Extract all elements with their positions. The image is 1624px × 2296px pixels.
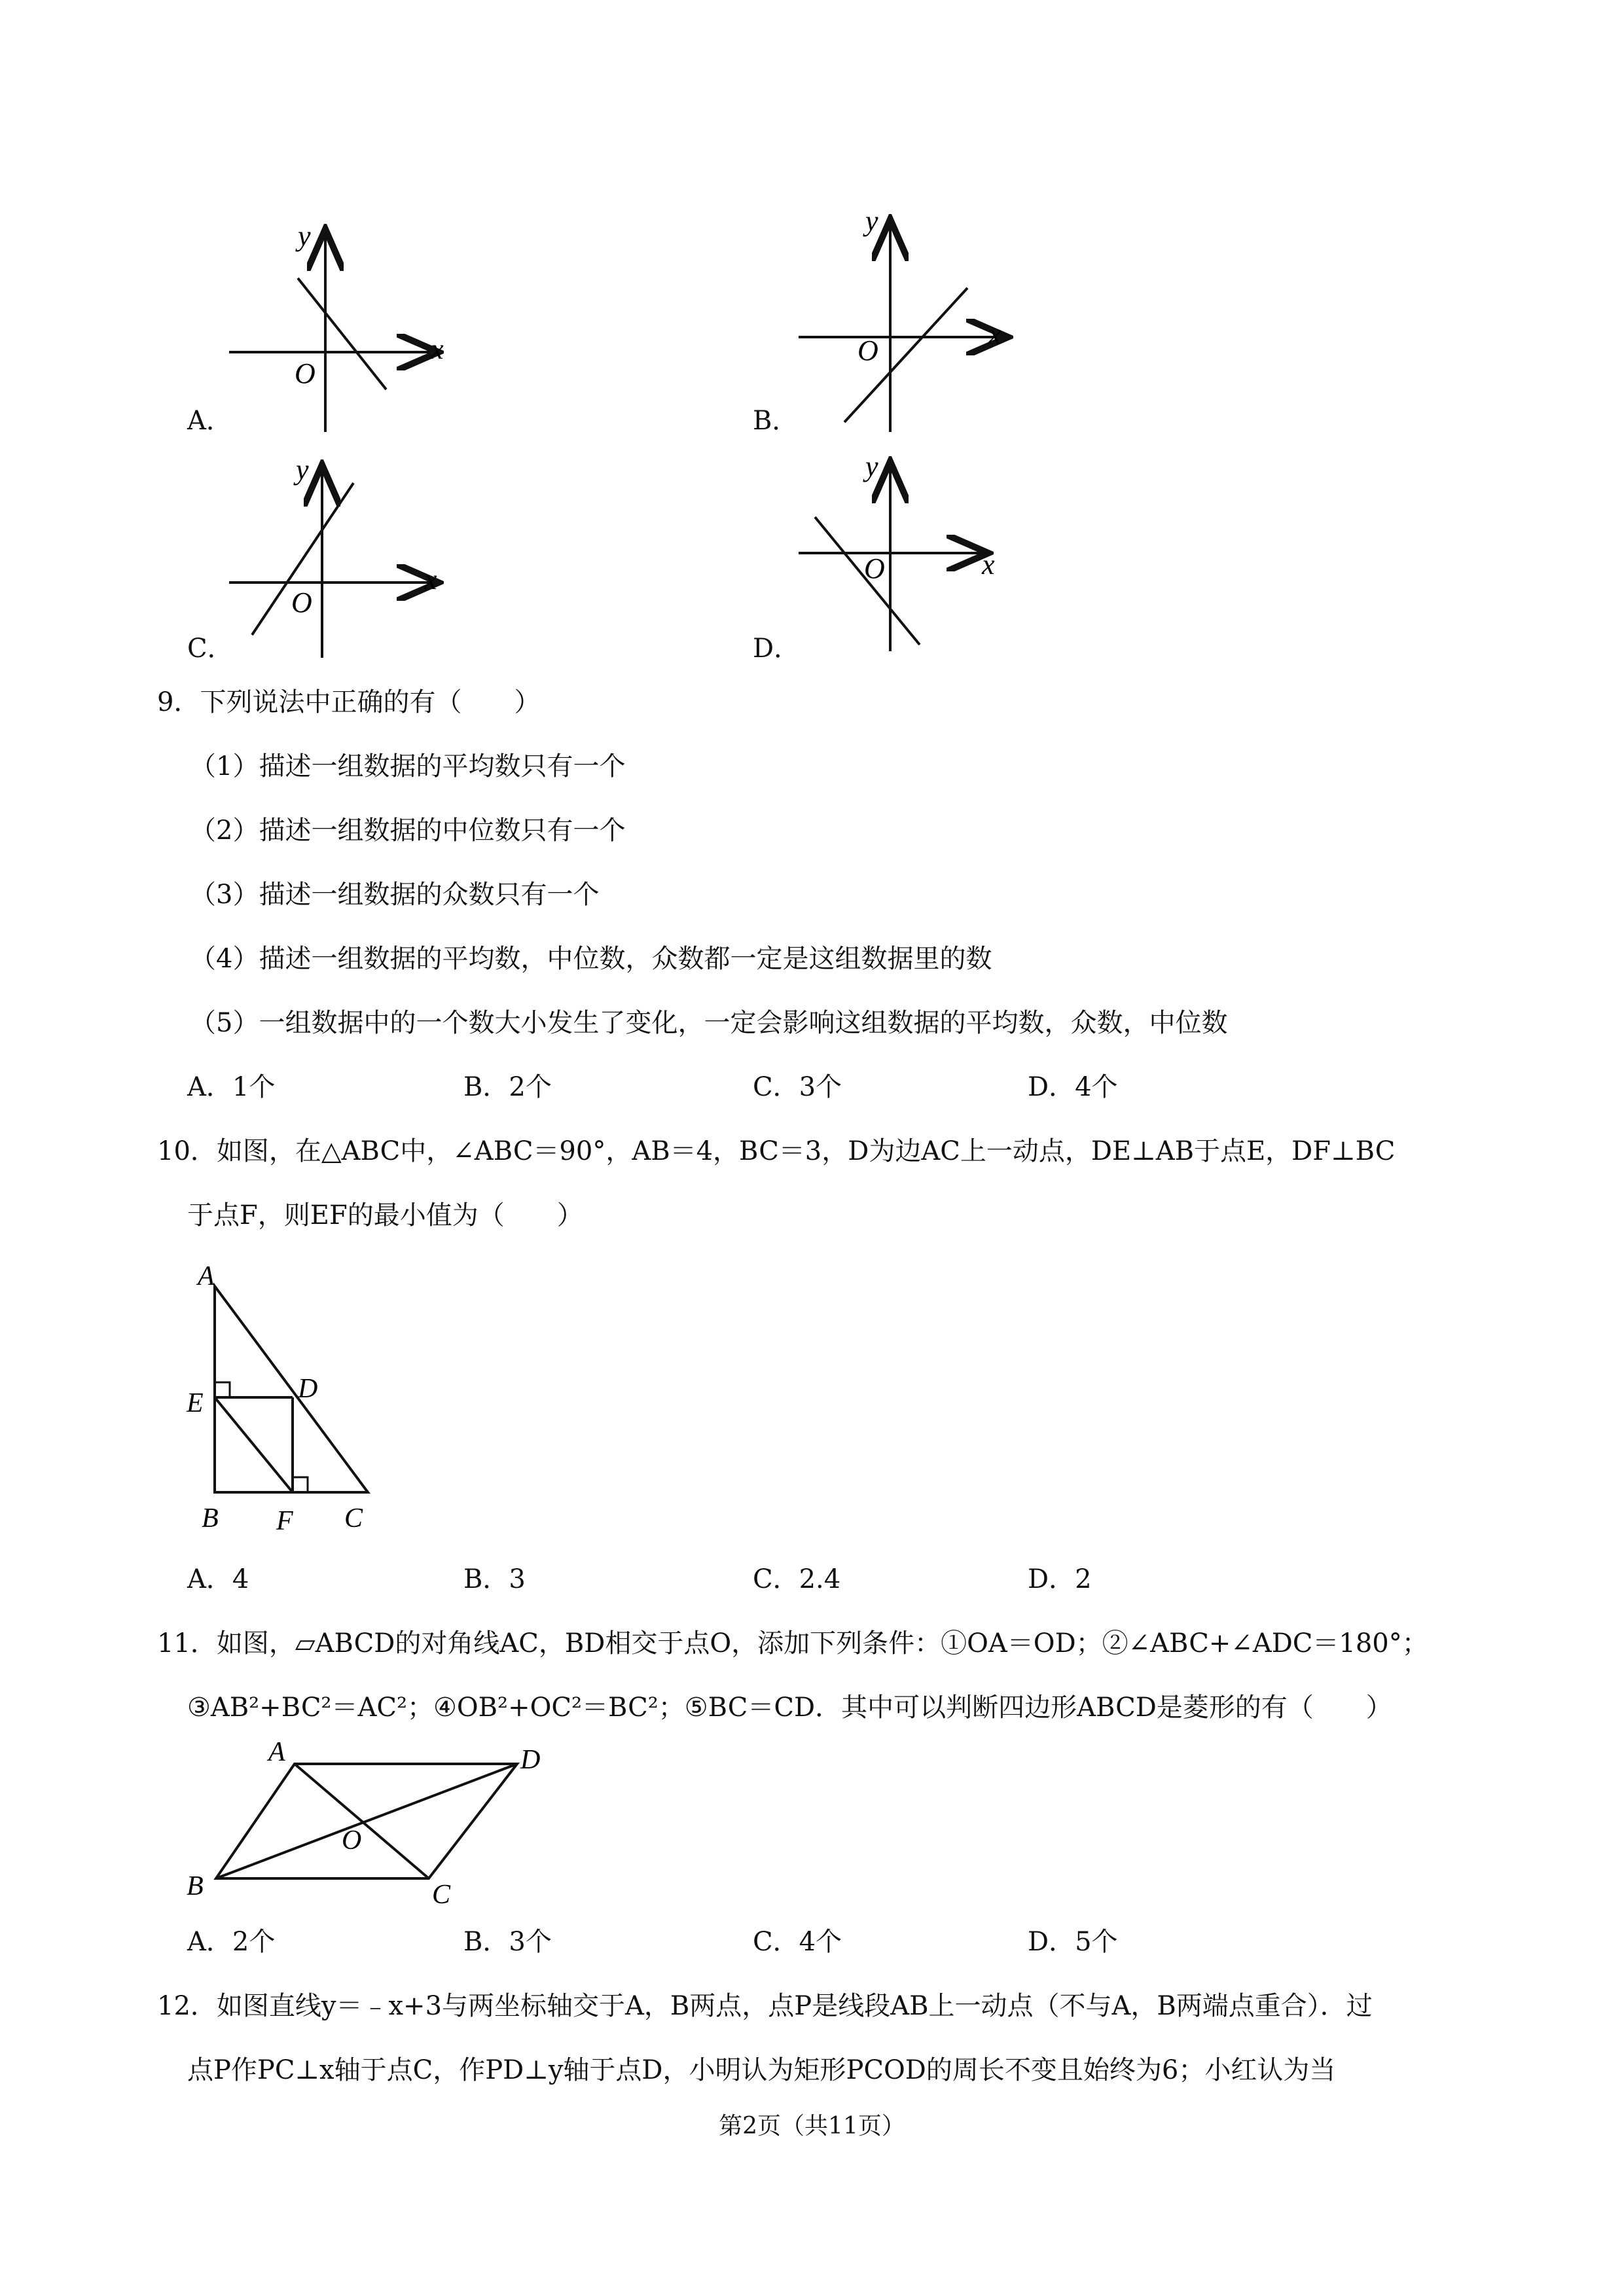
y-label: y bbox=[296, 454, 309, 486]
diagonal-ac bbox=[295, 1764, 429, 1878]
option-a[interactable]: A．1个 bbox=[187, 1072, 276, 1102]
option-b[interactable]: B．3 bbox=[463, 1564, 526, 1594]
graph-d bbox=[792, 448, 1028, 658]
vertex-label-a: A bbox=[268, 1737, 285, 1767]
question-line-1: 11．如图，▱ABCD的对角线AC，BD相交于点O，添加下列条件：①OA＝OD；②∠ABC+∠ADC＝180°； bbox=[157, 1628, 1428, 1659]
statement-4: （4）描述一组数据的平均数，中位数，众数都一定是这组数据里的数 bbox=[190, 944, 992, 974]
vertex-label-c: C bbox=[432, 1880, 451, 1910]
option-label: C． bbox=[187, 634, 234, 664]
question-stem: 9．下列说法中正确的有（ ） bbox=[157, 687, 541, 717]
option-d[interactable]: D．5个 bbox=[1028, 1927, 1118, 1957]
question-line-1: 10．如图，在△ABC中，∠ABC＝90°，AB＝4，BC＝3，D为边AC上一动点，DE⊥AB于点E，DF⊥BC bbox=[157, 1136, 1396, 1166]
vertex-label-a: A bbox=[198, 1261, 215, 1291]
right-angle-mark-e bbox=[215, 1382, 230, 1397]
question-line-2: 于点F，则EF的最小值为（ ） bbox=[187, 1200, 583, 1230]
origin-label: O bbox=[857, 334, 878, 367]
vertex-label-b: B bbox=[202, 1503, 219, 1534]
option-c[interactable]: C．3个 bbox=[753, 1072, 842, 1102]
parallelogram-figure bbox=[177, 1734, 569, 1918]
option-label: D． bbox=[753, 634, 801, 664]
y-label: y bbox=[298, 220, 311, 252]
vertex-label-d: D bbox=[520, 1745, 541, 1775]
x-label: x bbox=[424, 564, 437, 596]
question-line-1: 12．如图直线y＝﹣x+3与两坐标轴交于A，B两点，点P是线段AB上一动点（不与A，B两端点重合）．过 bbox=[157, 1991, 1373, 2021]
option-b[interactable]: B．2个 bbox=[463, 1072, 552, 1102]
vertex-label-f: F bbox=[276, 1506, 293, 1535]
x-label: x bbox=[431, 333, 444, 365]
center-label-o: O bbox=[342, 1825, 362, 1856]
statement-3: （3）描述一组数据的众数只有一个 bbox=[190, 880, 600, 910]
question-line-2: 点P作PC⊥x轴于点C，作PD⊥y轴于点D，小明认为矩形PCOD的周长不变且始终为6；小红认为当 bbox=[187, 2055, 1336, 2085]
statement-2: （2）描述一组数据的中位数只有一个 bbox=[190, 816, 626, 846]
option-c[interactable]: C．2.4 bbox=[753, 1564, 841, 1594]
vertex-label-e: E bbox=[187, 1388, 204, 1418]
page-footer: 第2页（共11页） bbox=[719, 2113, 905, 2140]
origin-label: O bbox=[864, 552, 885, 584]
graph-c bbox=[223, 452, 458, 661]
graph-b bbox=[792, 203, 1028, 439]
option-a[interactable]: A．4 bbox=[187, 1564, 249, 1594]
triangle-figure bbox=[183, 1260, 393, 1535]
origin-label: O bbox=[295, 357, 316, 389]
option-label: A． bbox=[187, 406, 232, 436]
right-angle-mark-f bbox=[293, 1477, 308, 1492]
vertex-label-b: B bbox=[187, 1871, 204, 1901]
vertex-label-c: C bbox=[344, 1503, 363, 1534]
vertex-label-d: D bbox=[298, 1374, 318, 1404]
y-label: y bbox=[865, 450, 878, 482]
option-d[interactable]: D．2 bbox=[1028, 1564, 1092, 1594]
x-label: x bbox=[988, 318, 1001, 350]
option-label: B． bbox=[753, 406, 799, 436]
option-b[interactable]: B．3个 bbox=[463, 1927, 552, 1957]
statement-1: （1）描述一组数据的平均数只有一个 bbox=[190, 751, 626, 781]
option-a[interactable]: A．2个 bbox=[187, 1927, 276, 1957]
y-label: y bbox=[865, 205, 878, 237]
segment-ef bbox=[215, 1397, 293, 1492]
option-d[interactable]: D．4个 bbox=[1028, 1072, 1118, 1102]
x-label: x bbox=[982, 548, 995, 581]
origin-label: O bbox=[291, 586, 312, 619]
graph-a bbox=[223, 216, 458, 439]
option-c[interactable]: C．4个 bbox=[753, 1927, 842, 1957]
question-line-2: ③AB²+BC²＝AC²；④OB²+OC²＝BC²；⑤BC＝CD．其中可以判断四边形ABCD是菱形的有（ ） bbox=[187, 1693, 1392, 1723]
statement-5: （5）一组数据中的一个数大小发生了变化，一定会影响这组数据的平均数，众数，中位数 bbox=[190, 1008, 1228, 1038]
